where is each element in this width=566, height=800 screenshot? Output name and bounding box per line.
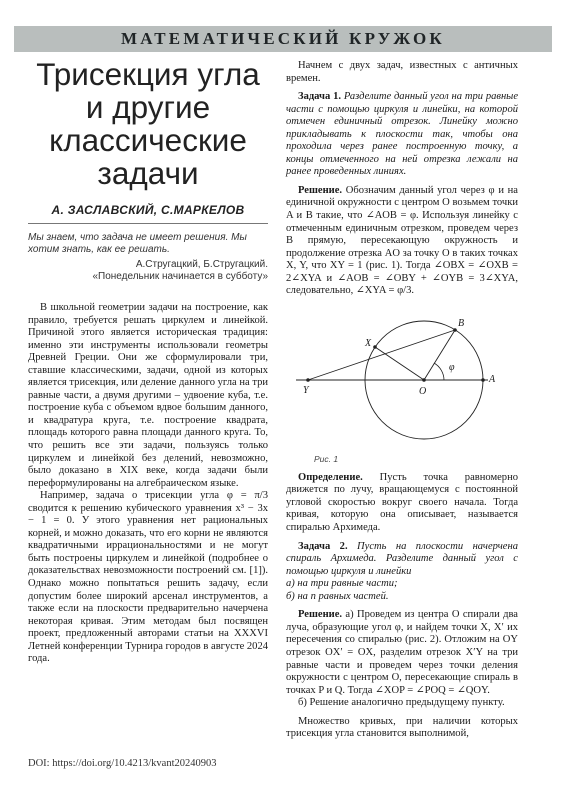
task-2-item-a: а) на три равные части; — [286, 578, 398, 590]
definition-label: Определение. — [298, 471, 363, 483]
label-phi: φ — [449, 361, 455, 373]
solution-1-label: Решение. — [298, 184, 343, 196]
solution-1-text: Обозначим данный угол через φ и на единичной окружности с центром O возьмем точки A и B такие, что ∠AOB = φ. Используя линейку с отмеченным единичным отрезком, проведем через B прямую, пересекающую окружность и продолжение отрезка AO за точку O в таких точках X, Y, что XY = 1 (рис. 1). Тогда ∠OBX = ∠OXB = 2∠XYA и ∠AOB = ∠OBY + ∠OYB = 3∠XYA, следовательно, ∠XYA = φ/3. — [286, 184, 518, 297]
title-line: классические — [49, 122, 247, 158]
rubric-header: МАТЕМАТИЧЕСКИЙ КРУЖОК — [14, 26, 552, 52]
title-line: и другие — [85, 89, 211, 125]
point-o — [422, 378, 426, 382]
point-x — [373, 345, 377, 349]
label-b: B — [458, 317, 465, 329]
right-column — [286, 60, 518, 741]
definition — [286, 472, 518, 535]
point-y — [306, 378, 310, 382]
body-paragraph: В школьной геометрии задачи на построение, как правило, требуется решать циркулем и линейкой. Причиной этого является историческая традиция: именно эти инструменты использовали геометры Древней Греции. Они же сформулировали три, ставшие классическими, задачи, одной из которых является трисекция, или деление данного угла на три равные части, а двумя другими – удвоение куба, т.е. построение куба с объемом вдвое большим данного, и квадратура круга, т.е. построение квадрата, площадь которого равна площади данного круга. То, что решить все эти задачи, пользуясь только циркулем и линейкой без делений, невозможно, было доказано в XIX веке, когда задачи были переформулированы на алгебраическом языке. — [28, 302, 268, 489]
left-column — [28, 56, 268, 666]
solution-2b: б) Решение аналогично предыдущему пункту. — [298, 697, 505, 709]
task-2 — [286, 541, 518, 579]
epigraph-author: А.Стругацкий, Б.Стругацкий. — [135, 259, 268, 270]
solution-1 — [286, 185, 518, 298]
epigraph-text: Мы знаем, что задача не имеет решения. Мы хотим знать, как ее решать. — [28, 232, 247, 255]
title-line: Трисекция угла — [36, 56, 260, 92]
label-o: O — [419, 385, 427, 397]
solution-2-label: Решение. — [298, 609, 343, 621]
task-2-text: Пусть на плоскости начерчена спираль Архимеда. Разделите данный угол с помощью циркуля и линейки — [286, 540, 518, 577]
figure-1-caption: Рис. 1 — [314, 453, 339, 464]
label-y: Y — [303, 384, 309, 396]
line-yb — [308, 330, 455, 380]
doi-footer[interactable]: DOI: https://doi.org/10.4213/kvant20240903 — [28, 758, 217, 769]
angle-arc — [434, 363, 444, 380]
definition-text: Пусть точка равномерно движется по лучу, вращающемуся с постоянной угловой скоростью вокруг своего начала. Тогда кривая, которую она описывает, называется спиралью Архимеда. — [286, 471, 518, 534]
title-line: задачи — [97, 155, 199, 191]
article-title — [28, 56, 268, 190]
figure-1 — [286, 302, 518, 470]
point-b — [453, 328, 457, 332]
label-a: A — [489, 373, 496, 385]
solution-2-text: а) Проведем из центра O спирали два луча, образующие угол φ, и найдем точки X, X′ их пересечения со спиралью (рис. 2). Отложим на OY отрезок OX′ = OX, разделим отрезок X′Y на три равные части и проведем через точки деления окружности с центром O, пересекающие спираль в точках P и Q. Тогда ∠XOP = ∠POQ = ∠QOY. — [286, 609, 518, 696]
task-1-label: Задача 1. — [298, 91, 341, 103]
figure-1-diagram — [286, 302, 518, 470]
closing-paragraph: Множество кривых, при наличии которых трисекция угла становится выполнимой, — [286, 715, 518, 740]
task-2-label: Задача 2. — [298, 540, 348, 552]
solution-2 — [286, 609, 518, 697]
body-paragraph: Например, задача о трисекции угла φ = π/3 сводится к решению кубического уравнения x³ − 3x − 1 = 0. У этого уравнения нет рациональных корней, и можно доказать, что его корни не являются квадратичными иррациональностями и не могут быть построены циркулем и линейкой (подробнее о доказательствах невозможности построений см. [1]). Однако можно попытаться решить задачу, если допустим более широкий арсенал инструментов, а также если на плоскости предварительно начерчена некоторая кривая. Этим методам был посвящен проект, предложенный авторами статьи на XXXVI Летней конференции Турнира городов в августе 2024 года. — [28, 490, 268, 665]
intro-paragraph: Начнем с двух задач, известных с античных времен. — [286, 60, 518, 84]
segment-ox — [375, 347, 424, 380]
epigraph-source: «Понедельник начинается в субботу» — [92, 271, 268, 282]
point-a — [481, 378, 485, 382]
article-authors: А. ЗАСЛАВСКИЙ, С.МАРКЕЛОВ — [51, 203, 245, 217]
task-1-text: Разделите данный угол на три равные части с помощью циркуля и линейки, на которой отмечен единичный отрезок. Линейку можно прикладывать к плоскости так, чтобы она проходила через ранее построенную точку, а концы отмеченного на ней отрезка лежали на ранее проведенных линиях. — [286, 91, 518, 178]
task-2-item-b: б) на n равных частей. — [286, 590, 389, 602]
label-x: X — [365, 337, 372, 349]
authors-divider — [28, 223, 268, 224]
task-1 — [286, 91, 518, 179]
